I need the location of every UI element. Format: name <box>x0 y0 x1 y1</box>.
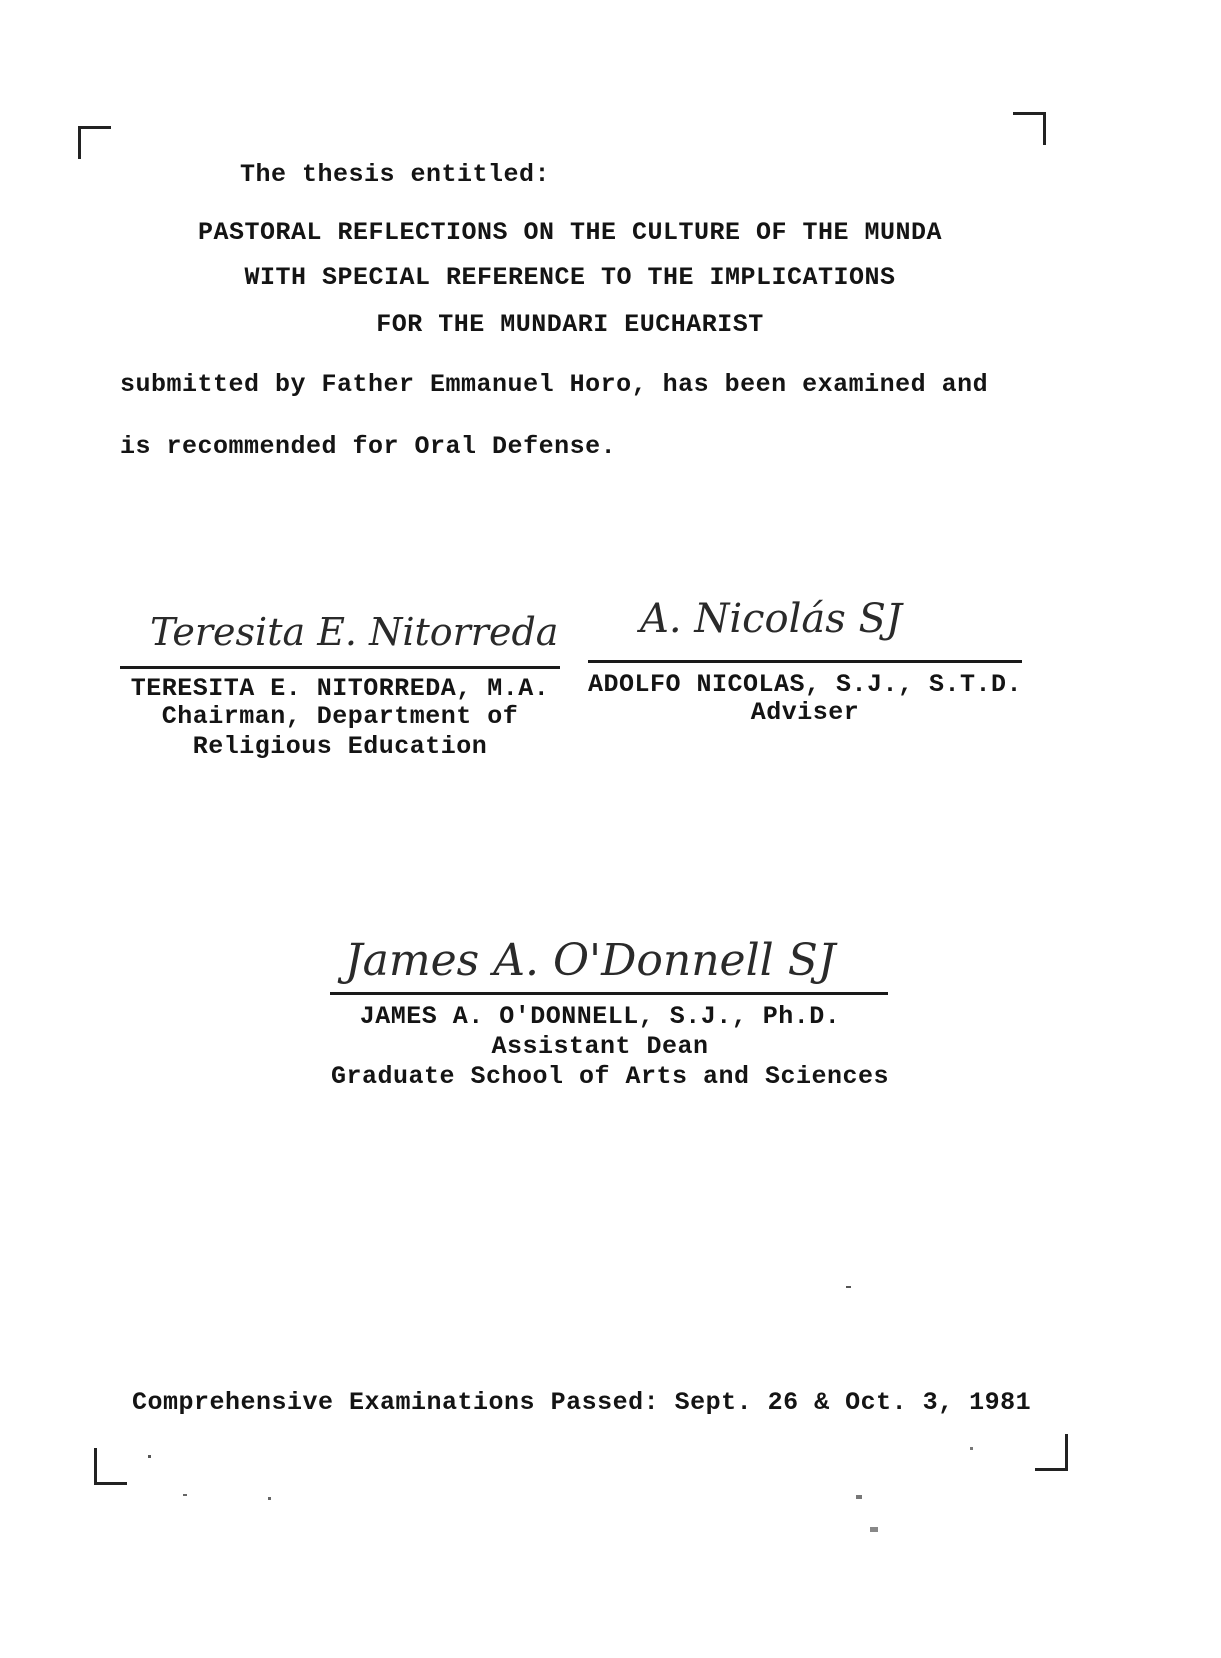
intro-text: The thesis entitled: <box>240 160 551 189</box>
signatory-role-nitorreda-1: Chairman, Department of <box>161 702 519 731</box>
body-line-2: is recommended for Oral Defense. <box>120 432 617 461</box>
signature-nicolas: A. Nicolás SJ <box>640 596 902 642</box>
signature-nitorreda: Teresita E. Nitorreda <box>150 610 559 654</box>
signatory-name-nicolas: ADOLFO NICOLAS, S.J., S.T.D. <box>587 670 1023 699</box>
body-line-1: submitted by Father Emmanuel Horo, has been examined and <box>120 370 989 399</box>
scan-speck <box>268 1497 271 1500</box>
scan-speck <box>846 1286 851 1288</box>
signature-line-nicolas <box>588 660 1022 663</box>
signatory-role-odonnell-2: Graduate School of Arts and Sciences <box>330 1062 890 1091</box>
scan-speck <box>870 1527 878 1532</box>
signatory-role-odonnell-1: Assistant Dean <box>491 1032 709 1061</box>
scan-speck <box>856 1495 862 1499</box>
signatory-role-nitorreda-2: Religious Education <box>192 732 488 761</box>
scan-speck <box>970 1447 973 1450</box>
scan-speck <box>183 1494 187 1496</box>
scan-speck <box>148 1455 151 1458</box>
signature-line-nitorreda <box>120 666 560 669</box>
thesis-title-line-1: PASTORAL REFLECTIONS ON THE CULTURE OF THE MUNDA <box>197 218 943 247</box>
signatory-name-odonnell: JAMES A. O'DONNELL, S.J., Ph.D. <box>359 1002 841 1031</box>
corner-mark-bottom-left <box>94 1448 127 1485</box>
thesis-title-line-3: FOR THE MUNDARI EUCHARIST <box>376 310 764 339</box>
exam-passed-note: Comprehensive Examinations Passed: Sept. 26 & Oct. 3, 1981 <box>132 1388 1032 1417</box>
signature-odonnell: James A. O'Donnell SJ <box>345 935 836 986</box>
signature-line-odonnell <box>330 992 888 995</box>
corner-mark-top-left <box>78 126 111 159</box>
signatory-role-nicolas: Adviser <box>750 698 860 727</box>
corner-mark-bottom-right <box>1035 1434 1068 1471</box>
thesis-title-line-2: WITH SPECIAL REFERENCE TO THE IMPLICATIONS <box>244 263 896 292</box>
signatory-name-nitorreda: TERESITA E. NITORREDA, M.A. <box>130 674 550 703</box>
corner-mark-top-right <box>1013 112 1046 145</box>
